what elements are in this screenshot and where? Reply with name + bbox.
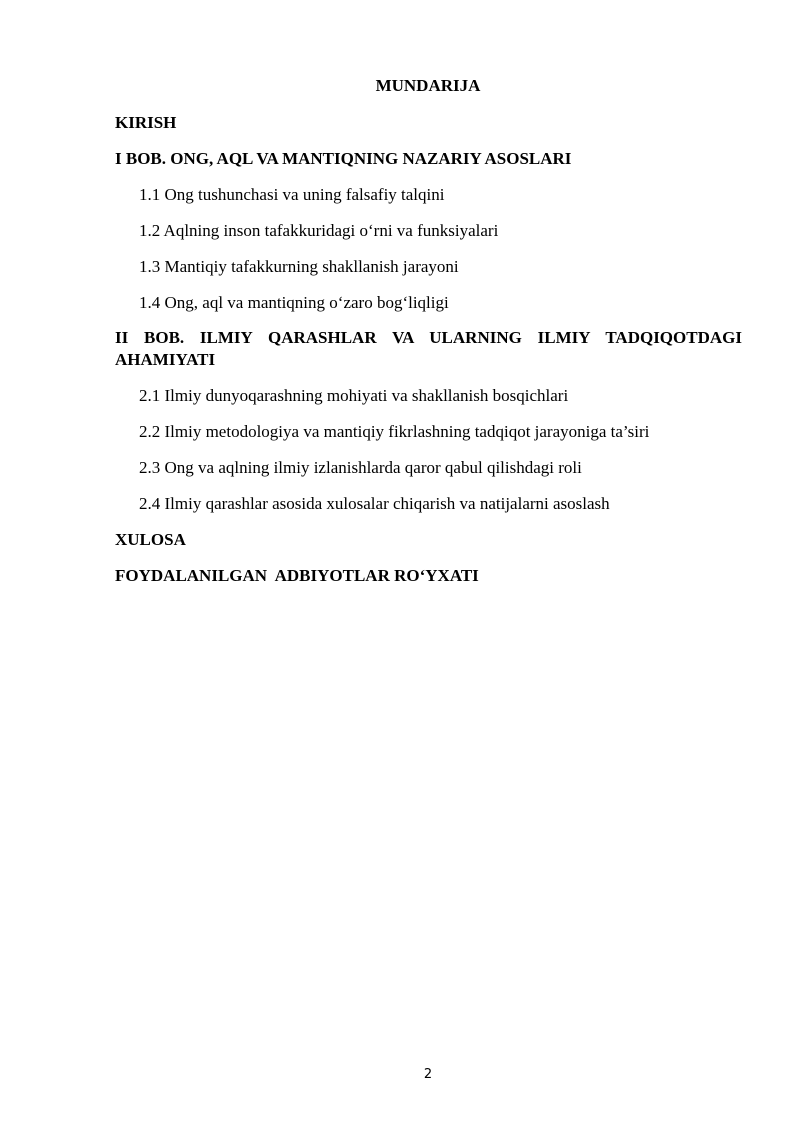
table-of-contents: [115, 112, 742, 587]
toc-entry-section-2-2: 2.2 Ilmiy metodologiya va mantiqiy fikrlashning tadqiqot jarayoniga ta’siri: [139, 422, 650, 441]
toc-entry-section-1-4: 1.4 Ong, aql va mantiqning o‘zaro bog‘liqligi: [139, 293, 449, 312]
toc-entry-chapter-1: I BOB. ONG, AQL VA MANTIQNING NAZARIY ASOSLARI: [115, 149, 572, 168]
toc-entry-section-2-4: 2.4 Ilmiy qarashlar asosida xulosalar chiqarish va natijalarni asoslash: [139, 494, 610, 513]
toc-entry-chapter-2: II BOB. ILMIY QARASHLAR VA ULARNING ILMIY TADQIQOTDAGI AHAMIYATI: [115, 328, 742, 369]
toc-entry-section-1-1: 1.1 Ong tushunchasi va uning falsafiy talqini: [139, 185, 445, 204]
toc-entry-references: FOYDALANILGAN ADBIYOTLAR RO‘YXATI: [115, 566, 479, 585]
toc-entry-conclusion: XULOSA: [115, 530, 186, 549]
page-number: 2: [423, 1067, 433, 1082]
toc-title: MUNDARIJA: [375, 76, 481, 95]
toc-entry-section-2-3: 2.3 Ong va aqlning ilmiy izlanishlarda qaror qabul qilishdagi roli: [139, 458, 582, 477]
toc-entry-intro: KIRISH: [115, 113, 177, 132]
toc-entry-section-1-3: 1.3 Mantiqiy tafakkurning shakllanish jarayoni: [139, 257, 459, 276]
toc-entry-section-1-2: 1.2 Aqlning inson tafakkuridagi o‘rni va funksiyalari: [139, 221, 499, 240]
toc-entry-section-2-1: 2.1 Ilmiy dunyoqarashning mohiyati va shakllanish bosqichlari: [139, 386, 569, 405]
